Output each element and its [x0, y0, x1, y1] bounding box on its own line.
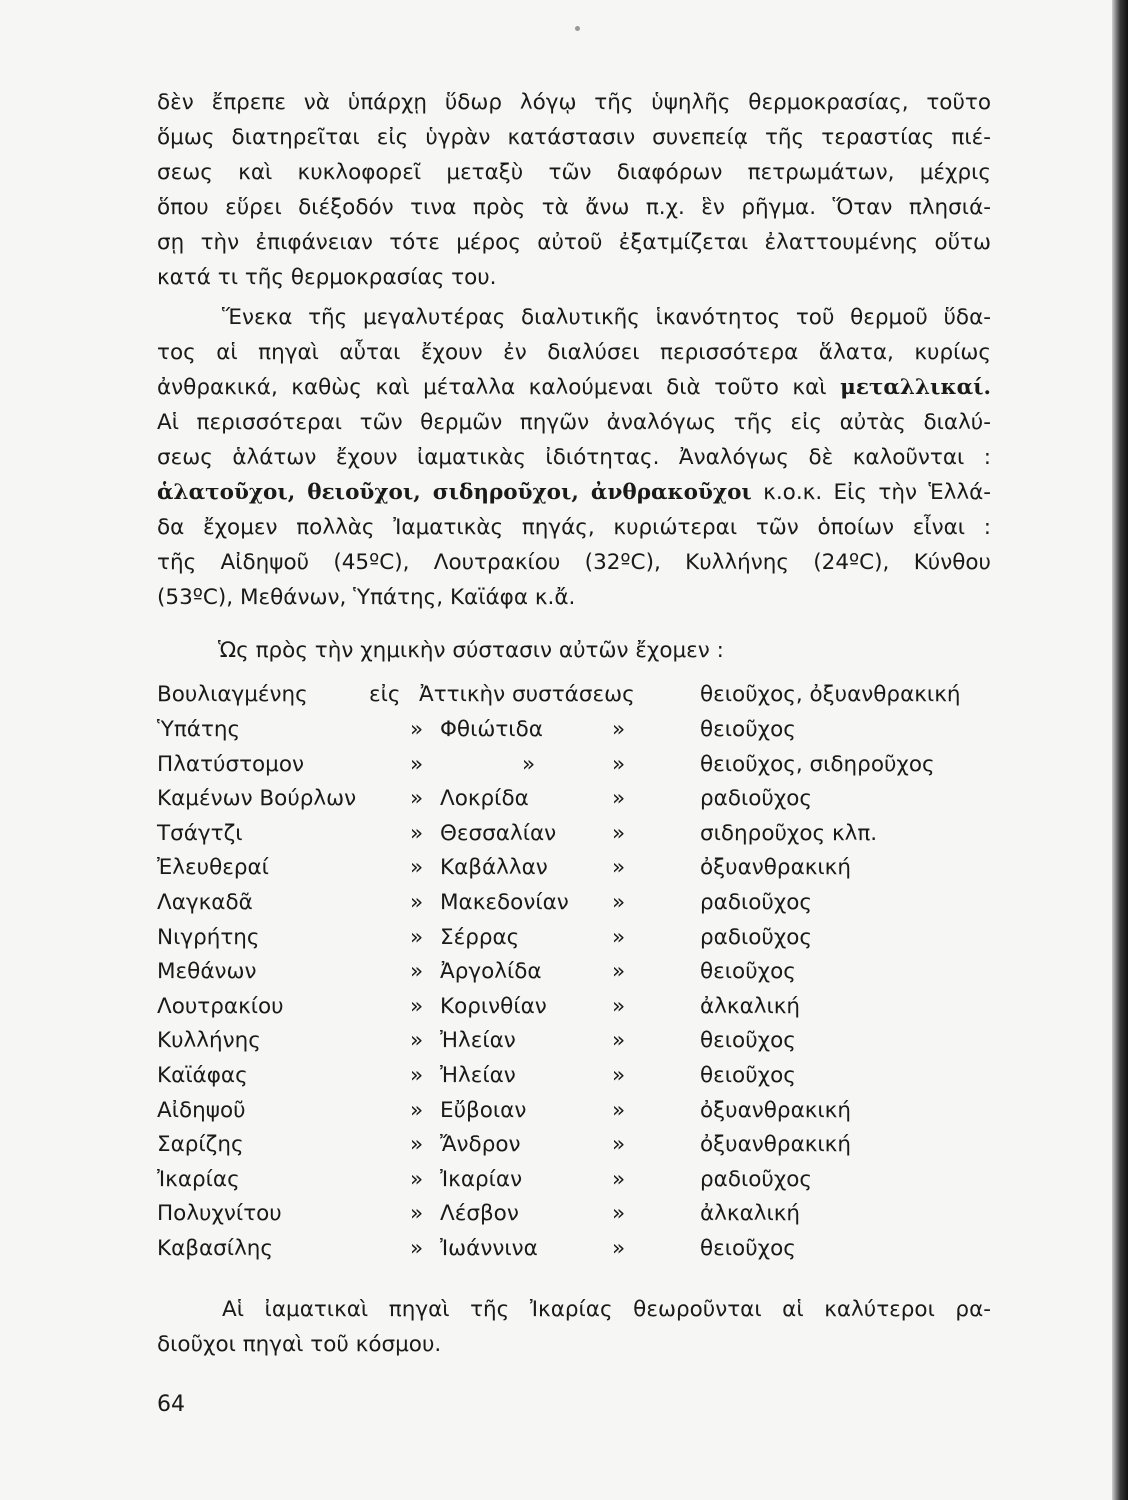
table-row [157, 923, 997, 953]
region: Καβάλλαν [440, 855, 548, 881]
ditto-mark: » [410, 993, 424, 1019]
composition: θειοῦχος [700, 1028, 796, 1054]
table-row [157, 853, 997, 883]
spring-name: Νιγρήτης [157, 924, 260, 950]
ditto-mark: » [612, 820, 626, 846]
ditto-mark: » [410, 786, 424, 812]
text-line [157, 478, 991, 508]
region: Λοκρίδα [440, 786, 529, 812]
composition: θειοῦχος, ὀξυανθρακική [700, 682, 961, 707]
spring-name: Σαρίζης [157, 1132, 244, 1158]
text-line: διοῦχοι πηγαὶ τοῦ κόσμου. [157, 1332, 442, 1357]
ditto-mark: » [410, 890, 424, 915]
page-number: 64 [157, 1392, 185, 1417]
ditto-mark: » [612, 890, 626, 915]
text-line: Ἕνεκα τῆς μεγαλυτέρας διαλυτικῆς ἱκανότητος τοῦ θερμοῦ ὕδα- [222, 305, 991, 330]
composition: ραδιοῦχος [700, 924, 813, 950]
ditto-mark: » [410, 959, 424, 985]
table-row [157, 1130, 997, 1160]
spring-name: Λουτρακίου [157, 993, 284, 1019]
spring-name: Τσάγτζι [157, 820, 243, 846]
spring-name: Πολυχνίτου [157, 1201, 282, 1227]
ditto-mark: » [410, 717, 424, 742]
composition: θειοῦχος, σιδηροῦχος [700, 751, 935, 777]
region: Ἠλείαν [440, 1028, 516, 1054]
table-row [157, 715, 997, 745]
text-line: ὅπου εὕρει διέξοδόν τινα πρὸς τὰ ἄνω π.χ. ἓν ρῆγμα. Ὅταν πλησιά- [157, 195, 991, 220]
region: » [522, 751, 536, 777]
spring-name: Βουλιαγμένης [157, 682, 308, 707]
composition: ραδιοῦχος [700, 786, 813, 812]
bold-terms: ἁλατοῦχοι, θειοῦχοι, σιδηροῦχοι, ἀνθρακοῦχοι [157, 480, 752, 505]
ditto-mark: » [410, 751, 424, 777]
table-row [157, 1165, 997, 1195]
region: Ἀργολίδα [440, 959, 542, 985]
table-row [157, 1199, 997, 1229]
text-line: δα ἔχομεν πολλὰς Ἰαματικὰς πηγάς, κυριώτεραι τῶν ὁποίων εἶναι : [157, 515, 991, 540]
composition: ἀλκαλική [700, 1201, 801, 1227]
text-line: κατά τι τῆς θερμοκρασίας του. [157, 265, 497, 290]
spring-name: Καβασίλης [157, 1236, 274, 1261]
ditto-mark: » [612, 751, 626, 777]
text-segment: κ.ο.κ. Εἰς τὴν Ἑλλά- [751, 480, 991, 505]
text-line: ὅμως διατηρεῖται εἰς ὑγρὰν κατάστασιν συνεπείᾳ τῆς τεραστίας πιέ- [157, 125, 991, 150]
spring-name: Ἰκαρίας [157, 1166, 240, 1192]
region: Μακεδονίαν [440, 890, 569, 915]
table-row [157, 992, 997, 1022]
composition: θειοῦχος [700, 717, 796, 742]
ditto-mark: » [410, 1132, 424, 1158]
composition: θειοῦχος [700, 959, 796, 985]
ditto-mark: » [410, 1166, 424, 1192]
table-row [157, 750, 997, 780]
region: Ἠλείαν [440, 1063, 516, 1088]
table-row [157, 957, 997, 987]
composition: ἀλκαλική [700, 993, 801, 1019]
ditto-mark: » [410, 855, 424, 881]
composition: ραδιοῦχος [700, 1166, 813, 1192]
ditto-mark: » [410, 1201, 424, 1227]
text-line: Αἱ ἰαματικαὶ πηγαὶ τῆς Ἰκαρίας θεωροῦνται αἱ καλύτεροι ρα- [222, 1297, 991, 1322]
ditto-mark: » [612, 1236, 626, 1261]
spring-name: Πλατύστομον [157, 751, 305, 777]
spring-name: Μεθάνων [157, 959, 257, 985]
table-row [157, 1096, 997, 1126]
text-line [157, 373, 991, 403]
composition: θειοῦχος [700, 1063, 796, 1088]
composition: ὀξυανθρακική [700, 1097, 851, 1123]
ditto-mark: » [410, 1236, 424, 1261]
ditto-mark: » [612, 924, 626, 950]
table-row [157, 1061, 997, 1091]
text-line: (53ºC), Μεθάνων, Ὑπάτης, Καϊάφα κ.ἄ. [157, 585, 576, 610]
spring-name: Αἰδηψοῦ [157, 1097, 246, 1123]
ditto-mark: » [612, 1097, 626, 1123]
region: Κορινθίαν [440, 993, 547, 1019]
ditto-mark: » [612, 1028, 626, 1054]
text-line: σεως καὶ κυκλοφορεῖ μεταξὺ τῶν διαφόρων πετρωμάτων, μέχρις [157, 160, 991, 185]
composition: θειοῦχος [700, 1236, 796, 1261]
ditto-mark: » [612, 993, 626, 1019]
ditto-mark: » [612, 1132, 626, 1158]
region: Ἀττικὴν συστάσεως [419, 682, 635, 707]
region: Φθιώτιδα [440, 717, 543, 742]
ditto-mark: » [612, 959, 626, 985]
text-line: τος αἱ πηγαὶ αὗται ἔχουν ἐν διαλύσει περισσότερα ἅλατα, κυρίως [157, 340, 991, 365]
spring-name: Ἐλευθεραί [157, 855, 269, 881]
table-row [157, 888, 997, 918]
region: Σέρρας [440, 924, 520, 950]
ditto-mark: » [612, 855, 626, 881]
region: Ἄνδρον [440, 1132, 521, 1158]
ditto-mark: » [410, 1028, 424, 1054]
region: Εὔβοιαν [440, 1097, 527, 1123]
table-row [157, 1234, 997, 1264]
spring-name: Ὑπάτης [157, 717, 241, 742]
table-row [157, 784, 997, 814]
spring-name: Κυλλήνης [157, 1028, 261, 1054]
spring-name: Καμένων Βούρλων [157, 786, 357, 812]
table-intro: Ὡς πρὸς τὴν χημικὴν σύστασιν αὐτῶν ἔχομεν : [218, 638, 724, 663]
text-line: δὲν ἔπρεπε νὰ ὑπάρχῃ ὕδωρ λόγῳ τῆς ὑψηλῆς θερμοκρασίας, τοῦτο [157, 90, 991, 115]
text-line: Αἱ περισσότεραι τῶν θερμῶν πηγῶν ἀναλόγως τῆς εἰς αὐτὰς διαλύ- [157, 410, 991, 435]
scan-speck [575, 26, 580, 31]
composition: ὀξυανθρακική [700, 855, 851, 881]
page-edge-shadow [1112, 0, 1128, 1500]
ditto-mark: » [410, 924, 424, 950]
text-line: τῆς Αἰδηψοῦ (45ºC), Λουτρακίου (32ºC), Κυλλήνης (24ºC), Κύνθου [157, 550, 991, 575]
ditto-mark: » [612, 786, 626, 812]
table-row [157, 1026, 997, 1056]
ditto-mark: » [612, 717, 626, 742]
ditto-mark: » [612, 1201, 626, 1227]
composition: σιδηροῦχος κλπ. [700, 820, 878, 846]
ditto-mark: » [410, 1097, 424, 1123]
in-label: εἰς [369, 682, 401, 707]
region: Θεσσαλίαν [440, 820, 557, 846]
ditto-mark: » [612, 1063, 626, 1088]
text-line: σεως ἁλάτων ἔχουν ἰαματικὰς ἰδιότητας. Ἀναλόγως δὲ καλοῦνται : [157, 445, 991, 470]
text-line: σῃ τὴν ἐπιφάνειαν τότε μέρος αὐτοῦ ἐξατμίζεται ἐλαττουμένης οὕτω [157, 230, 991, 255]
ditto-mark: » [410, 1063, 424, 1088]
ditto-mark: » [410, 820, 424, 846]
spring-name: Καϊάφας [157, 1063, 248, 1088]
region: Ἰκαρίαν [440, 1166, 523, 1192]
composition: ραδιοῦχος [700, 890, 813, 915]
ditto-mark: » [612, 1166, 626, 1192]
table-row [157, 680, 997, 710]
table-row [157, 819, 997, 849]
spring-name: Λαγκαδᾶ [157, 890, 253, 915]
text-segment: ἀνθρακικά, καθὼς καὶ μέταλλα καλούμεναι διὰ τοῦτο καὶ [157, 375, 841, 400]
region: Λέσβον [440, 1201, 519, 1227]
composition: ὀξυανθρακική [700, 1132, 851, 1158]
region: Ἰωάννινα [440, 1236, 538, 1261]
bold-term: μεταλλικαί. [840, 375, 991, 400]
